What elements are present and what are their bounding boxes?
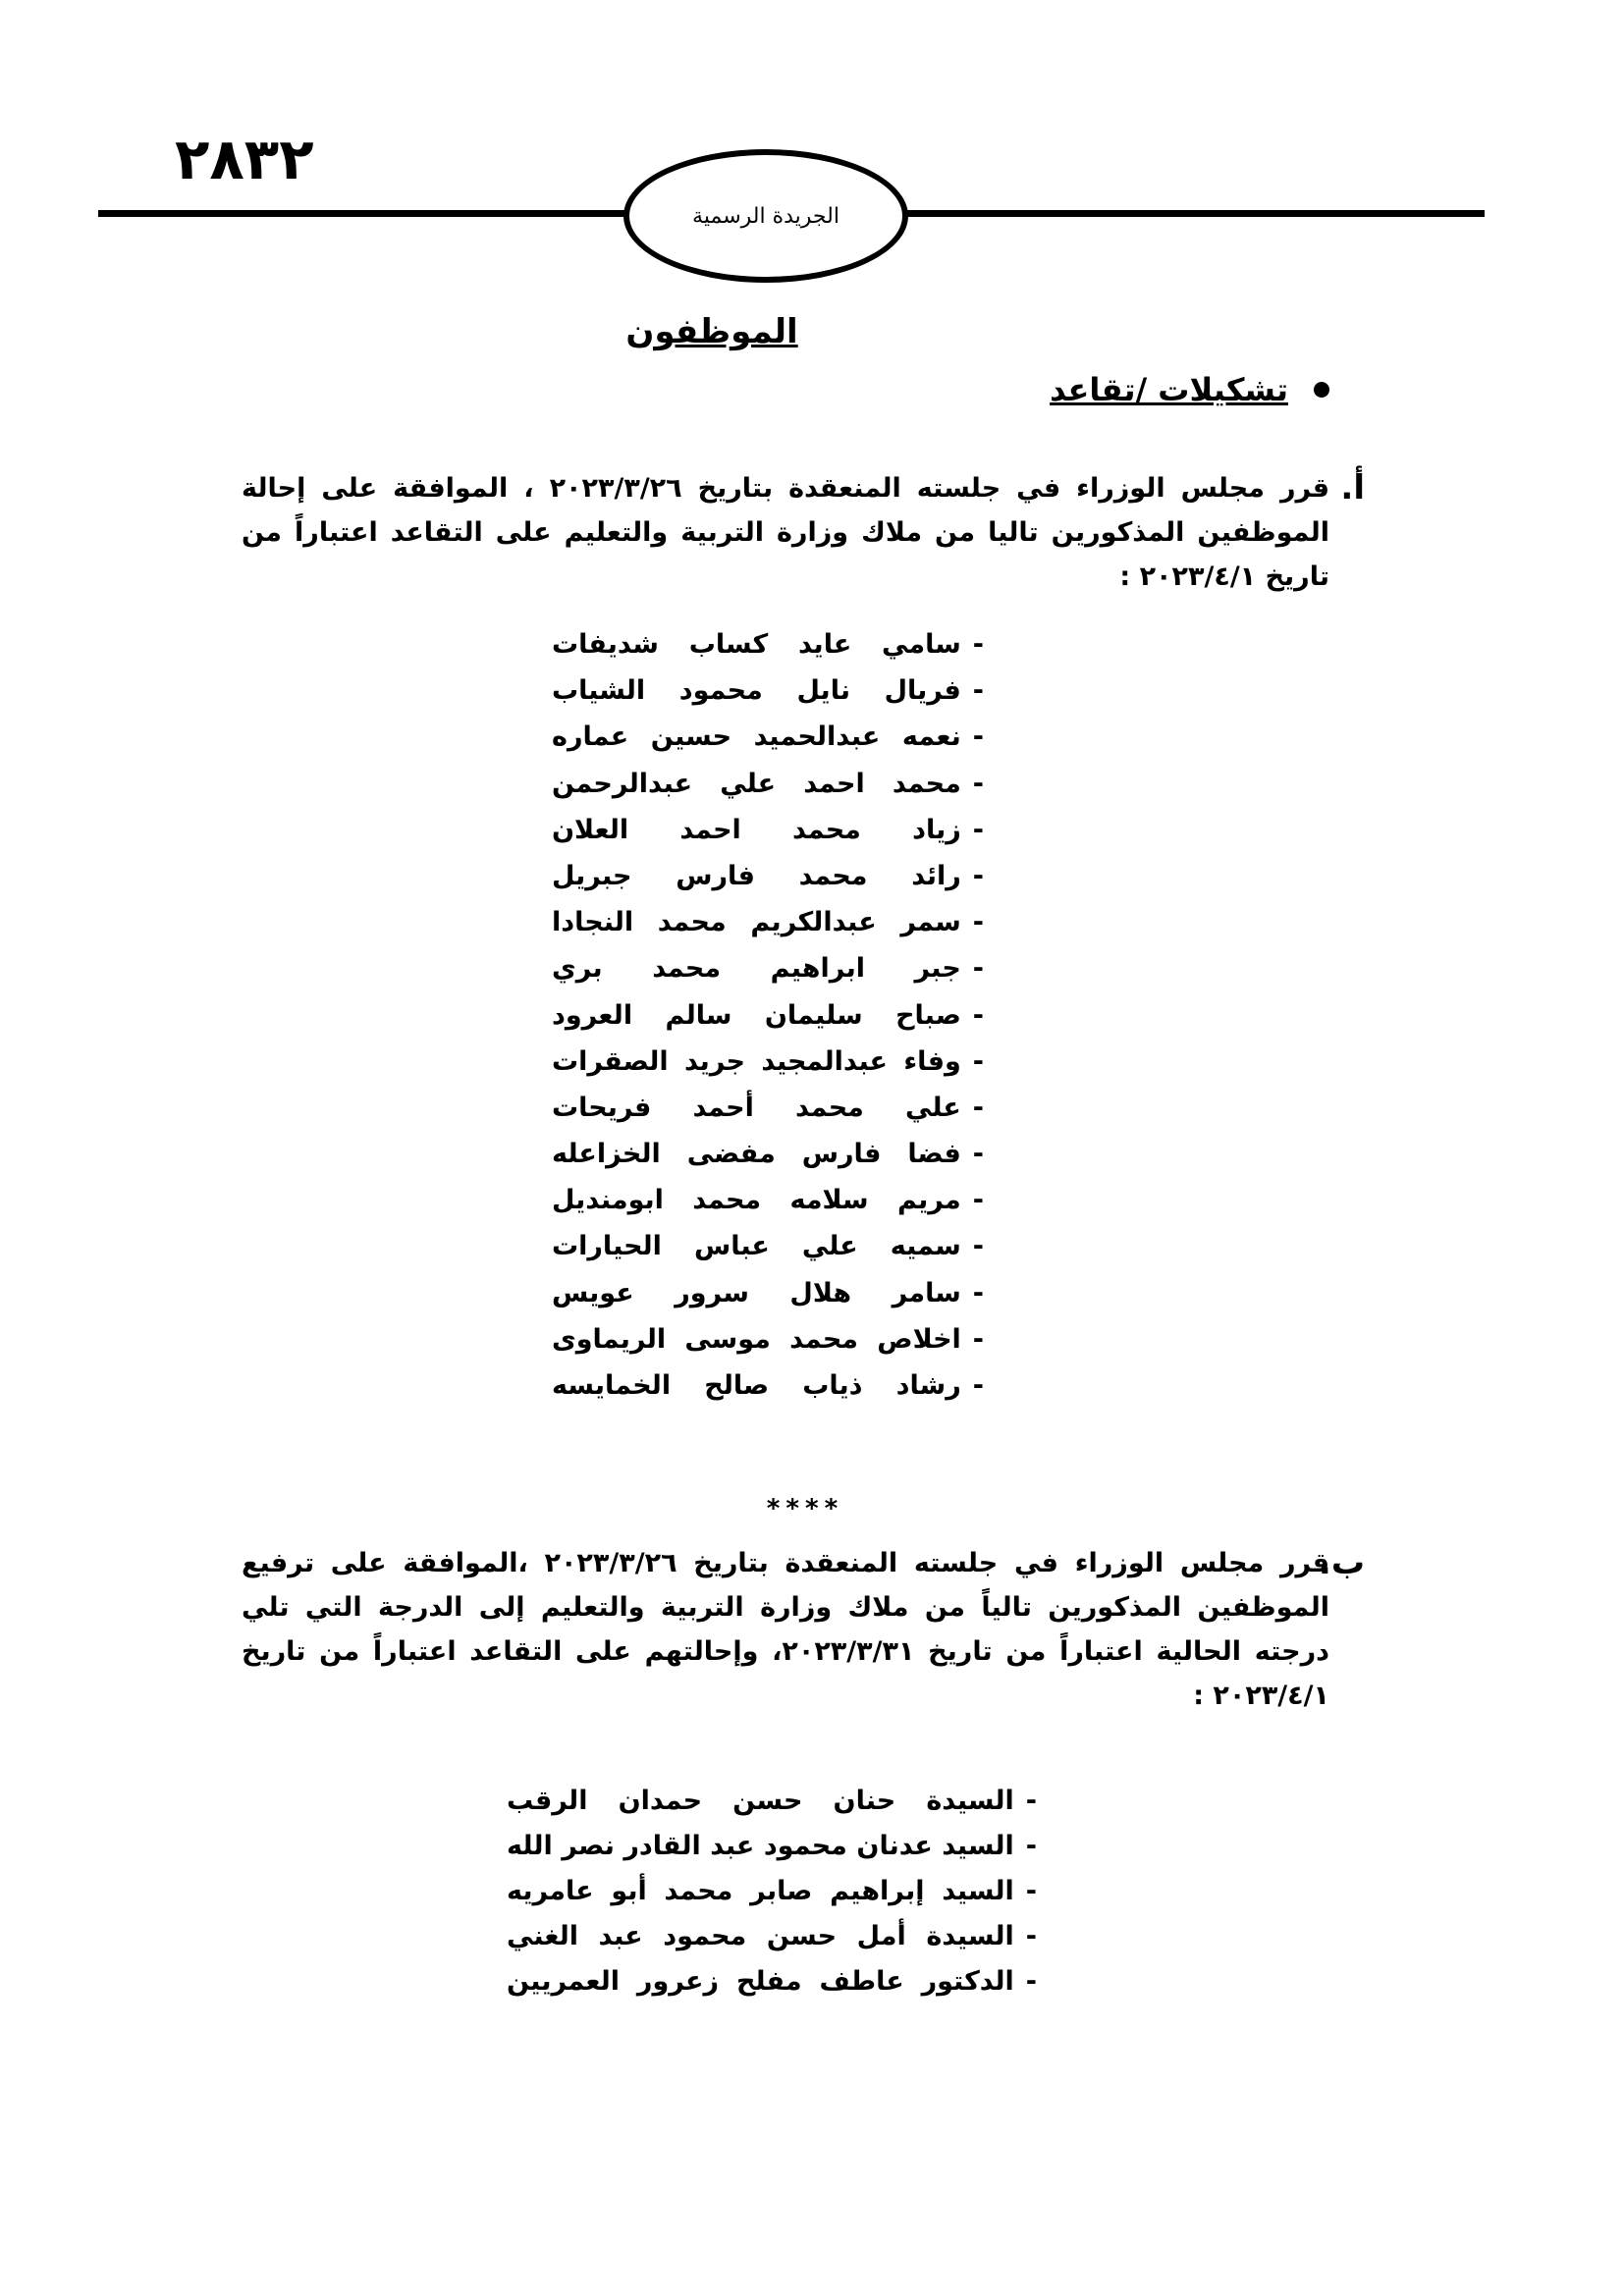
list-item: - مريم سلامه محمد ابومنديل bbox=[552, 1185, 984, 1216]
subheading-text: تشكيلات /تقاعد bbox=[1050, 371, 1288, 408]
list-item: - سامر هلال سرور عويس bbox=[552, 1277, 984, 1308]
list-item: - علي محمد أحمد فريحات bbox=[552, 1092, 984, 1123]
list-item: - سميه علي عباس الحيارات bbox=[552, 1231, 984, 1262]
list-item: - فريال نايل محمود الشياب bbox=[552, 675, 984, 707]
list-item: - سمر عبدالكريم محمد النجادا bbox=[552, 907, 984, 938]
decision-a-text: قرر مجلس الوزراء في جلسته المنعقدة بتاريخ ٢٠٢٣/٣/٢٦ ، الموافقة على إحالة الموظفين المذكورين تاليا من ملاك وزارة التربية والتعليم على التقاعد اعتباراً من تاريخ ٢٠٢٣/٤/١ : bbox=[242, 473, 1329, 592]
list-item: - محمد احمد علي عبدالرحمن bbox=[552, 768, 984, 799]
gazette-title-oval bbox=[623, 149, 908, 283]
list-item: - السيدة حنان حسن حمدان الرقب bbox=[507, 1786, 1037, 1816]
decision-a-names-list bbox=[552, 621, 984, 1409]
list-item: - السيد إبراهيم صابر محمد أبو عامريه bbox=[507, 1876, 1037, 1906]
decision-a-letter: أ. bbox=[1340, 468, 1365, 507]
bullet-icon bbox=[1314, 382, 1329, 398]
subheading bbox=[1050, 371, 1329, 408]
list-item: - السيدة أمل حسن محمود عبد الغني bbox=[507, 1921, 1037, 1951]
list-item: - رشاد ذياب صالح الخمايسه bbox=[552, 1370, 984, 1401]
list-item: - زياد محمد احمد العلان bbox=[552, 814, 984, 845]
list-item: - نعمه عبدالحميد حسين عماره bbox=[552, 721, 984, 753]
list-item: - جبر ابراهيم محمد بري bbox=[552, 953, 984, 985]
list-item: - سامي عايد كساب شديفات bbox=[552, 629, 984, 660]
gazette-title: الجريدة الرسمية bbox=[692, 203, 839, 229]
decision-b-paragraph bbox=[242, 1541, 1365, 1718]
decision-b-names-list bbox=[507, 1779, 1037, 2004]
list-item: - فضا فارس مفضى الخزاعله bbox=[552, 1139, 984, 1170]
list-item: - رائد محمد فارس جبريل bbox=[552, 860, 984, 891]
list-item: - وفاء عبدالمجيد جريد الصقرات bbox=[552, 1045, 984, 1077]
decision-a-paragraph bbox=[242, 466, 1365, 599]
list-item: - الدكتور عاطف مفلح زعرور العمريين bbox=[507, 1966, 1037, 1997]
decision-b-letter: ب. bbox=[1318, 1543, 1365, 1582]
decision-b-text: قرر مجلس الوزراء في جلسته المنعقدة بتاريخ ٢٠٢٣/٣/٢٦ ،الموافقة على ترفيع الموظفين المذكورين تالياً من ملاك وزارة التربية والتعليم إلى الدرجة التي تلي درجته الحالية اعتباراً من تاريخ ٢٠٢٣/٣/٣١، وإحالتهم على التقاعد اعتباراً من تاريخ ٢٠٢٣/٤/١ : bbox=[242, 1548, 1330, 1711]
list-item: - السيد عدنان محمود عبد القادر نصر الله bbox=[507, 1831, 1037, 1861]
section-title: الموظفون bbox=[625, 312, 798, 351]
list-item: - صباح سليمان سالم العرود bbox=[552, 999, 984, 1031]
list-item: - اخلاص محمد موسى الريماوى bbox=[552, 1323, 984, 1355]
separator: **** bbox=[766, 1494, 844, 1523]
page-number: ٢٨٣٢ bbox=[175, 126, 314, 192]
